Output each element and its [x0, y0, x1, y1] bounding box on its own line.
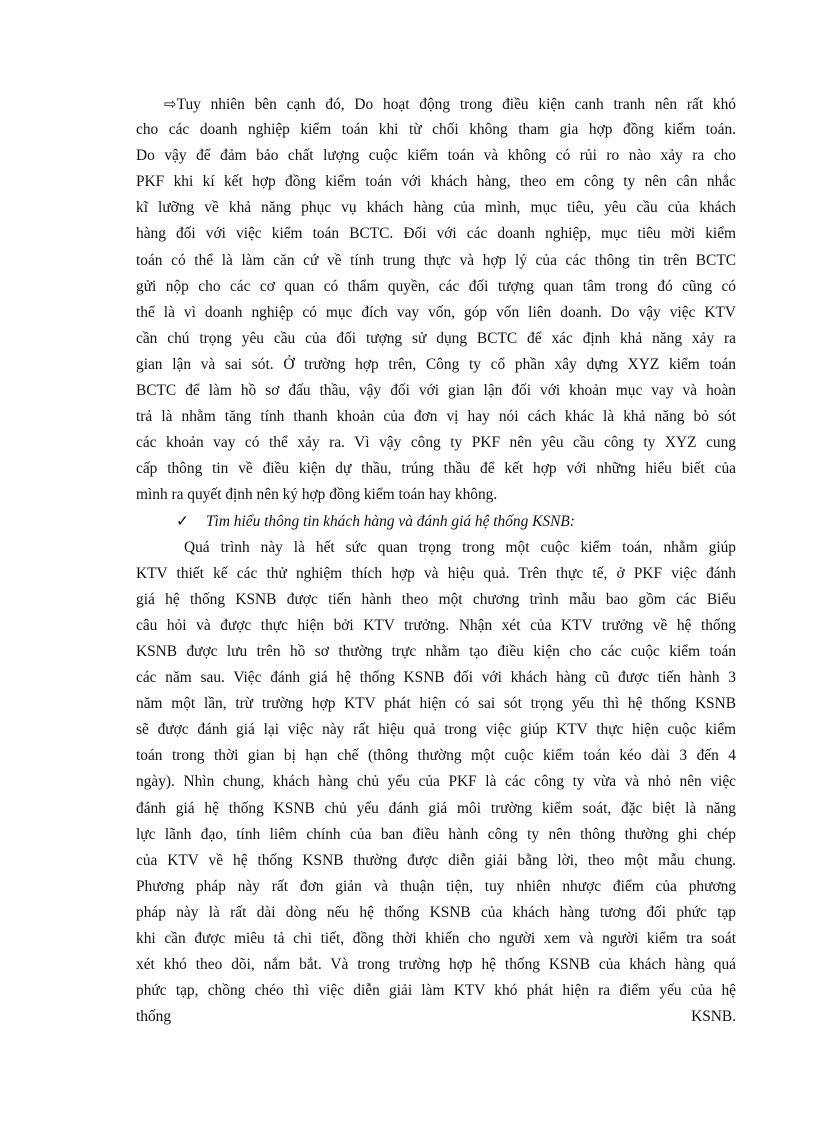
line-text: đánh giá hệ thống KSNB chủ yếu đánh giá môi trường kiểm soát, đặc biệt là năng [136, 799, 736, 817]
line-text: cấp thông tin về điều kiện dự thầu, trúng thầu để kết hợp với những hiểu biết của [136, 460, 736, 478]
paragraph-audit-contract [136, 91, 736, 509]
text-line [136, 248, 736, 274]
text-line [136, 352, 736, 378]
text-line [136, 274, 736, 300]
text-line [136, 717, 736, 743]
line-text: hàng đối với việc kiểm toán BCTC. Đối với các doanh nghiệp, mục tiêu mời kiểm [136, 225, 736, 243]
text-line [136, 378, 736, 404]
line-text: giá hệ thống KSNB được tiến hành theo một chương trình mẫu bao gồm các Biểu [136, 590, 736, 608]
text-line [136, 639, 736, 665]
text-line [136, 326, 736, 352]
text-line [136, 769, 736, 795]
line-text: cần chú trọng yêu cầu của đối tượng sử dụng BCTC để xác định khả năng xảy ra [136, 329, 736, 347]
line-text: gửi nộp cho các cơ quan có thẩm quyền, các đối tượng quan tâm trong đó cũng có [136, 277, 736, 295]
checkmark-icon: ✓ [176, 512, 189, 530]
text-line [136, 404, 736, 430]
line-text: năm một lần, trừ trường hợp KTV phát hiện có sai sót trọng yếu thì hệ thống KSNB [136, 695, 736, 713]
line-text: xét khó theo dõi, nắm bắt. Và trong trường hợp hệ thống KSNB của khách hàng quá [136, 956, 736, 974]
heading-text: Tìm hiểu thông tin khách hàng và đánh giá hệ thống KSNB: [206, 512, 575, 530]
line-text: trả là nhằm tăng tính thanh khoản của đơn vị hay nói cách khác là khả năng bỏ sót [136, 408, 736, 426]
text-line [136, 743, 736, 769]
line-text: các khoản vay có thể xảy ra. Vì vậy công ty PKF nên yêu cầu công ty XYZ cung [136, 434, 736, 452]
text-line [136, 874, 736, 900]
line-text: KSNB được lưu trên hồ sơ thường trực nhằm tạo điều kiện cho các cuộc kiểm toán [136, 642, 736, 660]
text-line [136, 482, 736, 508]
line-text: ngày). Nhìn chung, khách hàng chủ yếu của PKF là các công ty vừa và nhỏ nên việc [136, 773, 736, 791]
arrow-right-icon: ⇨ [164, 95, 177, 113]
text-line [136, 561, 736, 587]
text-line [136, 456, 736, 482]
line-text: của KTV về hệ thống KSNB thường được diễn giải bằng lời, theo một mẫu chung. [136, 851, 736, 869]
paragraph-internal-control [136, 535, 736, 1005]
text-line [136, 926, 736, 952]
text-line [136, 848, 736, 874]
line-text: phức tạp, chồng chéo thì việc diễn giải làm KTV khó phát hiện ra điểm yếu của hệ [136, 982, 736, 1000]
line-text: toán có thể là làm căn cứ về tính trung thực và hợp lý của các thông tin trên BCTC [136, 251, 736, 269]
line-text: lực lãnh đạo, tính liêm chính của ban điều hành công ty nên thông thường ghi chép [136, 825, 736, 843]
text-line [136, 665, 736, 691]
text-line [136, 143, 736, 169]
final-word-left: thống [136, 1008, 172, 1026]
text-line [136, 300, 736, 326]
line-text: Tuy nhiên bên cạnh đó, Do hoạt động trong điều kiện canh tranh nên rất khó [176, 96, 736, 113]
line-text: sẽ được đánh giá lại việc này rất hiệu quả trong việc giúp KTV thực hiện cuộc kiểm [136, 721, 736, 739]
text-line [136, 221, 736, 247]
line-text: KTV thiết kế các thử nghiệm thích hợp và hiệu quả. Trên thực tế, ở PKF việc đánh [136, 564, 736, 582]
line-text: Phương pháp này rất đơn giản và thuận tiện, tuy nhiên nhược điểm của phương [136, 877, 736, 895]
text-line [136, 430, 736, 456]
text-line [136, 587, 736, 613]
line-text: mình ra quyết định nên ký hợp đồng kiểm toán hay không. [136, 486, 498, 504]
line-text: pháp này là rất dài dòng nếu hệ thống KSNB của khách hàng tương đối phức tạp [136, 903, 736, 921]
document-page [136, 91, 736, 1030]
text-line [136, 169, 736, 195]
text-line [136, 691, 736, 717]
line-text: BCTC để làm hồ sơ đấu thầu, vậy đối với gian lận đối với khoản mục vay và hoàn [136, 382, 736, 400]
line-text: kĩ lưỡng về khả năng phục vụ khách hàng của mình, mục tiêu, yêu cầu của khách [136, 199, 736, 217]
text-line [136, 535, 736, 561]
text-line [136, 195, 736, 221]
text-line [136, 952, 736, 978]
text-line [136, 796, 736, 822]
line-text: các năm sau. Việc đánh giá hệ thống KSNB đối với khách hàng cũ được tiến hành 3 [136, 669, 736, 687]
line-text: thể là vì doanh nghiệp có mục đích vay vốn, góp vốn liên doanh. Do vậy việc KTV [136, 303, 736, 321]
text-line [136, 900, 736, 926]
line-text: Quá trình này là hết sức quan trọng trong một cuộc kiểm toán, nhằm giúp [184, 538, 736, 556]
line-text: Do vậy để đảm bảo chất lượng cuộc kiểm toán và không có rủi ro nào xảy ra cho [136, 147, 736, 165]
line-text: khi cần được miêu tả chi tiết, đồng thời khiến cho người xem và người kiểm tra soát [136, 930, 736, 947]
section-heading [136, 509, 736, 535]
text-line [136, 117, 736, 143]
line-text: câu hỏi và được thực hiện bởi KTV trưởng. Nhận xét của KTV trưởng về hệ thống [136, 616, 736, 634]
text-line [136, 613, 736, 639]
final-word-right: KSNB. [691, 1008, 736, 1026]
text-line [136, 978, 736, 1004]
text-line [136, 91, 736, 117]
text-line [136, 822, 736, 848]
line-text: cho các doanh nghiệp kiểm toán khi từ chối không tham gia hợp đồng kiểm toán. [136, 121, 736, 139]
line-text: toán trong thời gian bị hạn chế (thông thường một cuộc kiểm toán kéo dài 3 đến 4 [136, 747, 736, 765]
paragraph-final-line [136, 1004, 736, 1030]
line-text: PKF khi kí kết hợp đồng kiểm toán với khách hàng, theo em công ty nên cân nhắc [136, 173, 736, 191]
line-text: gian lận và sai sót. Ở trường hợp trên, Công ty cổ phần xây dựng XYZ kiểm toán [136, 355, 736, 373]
